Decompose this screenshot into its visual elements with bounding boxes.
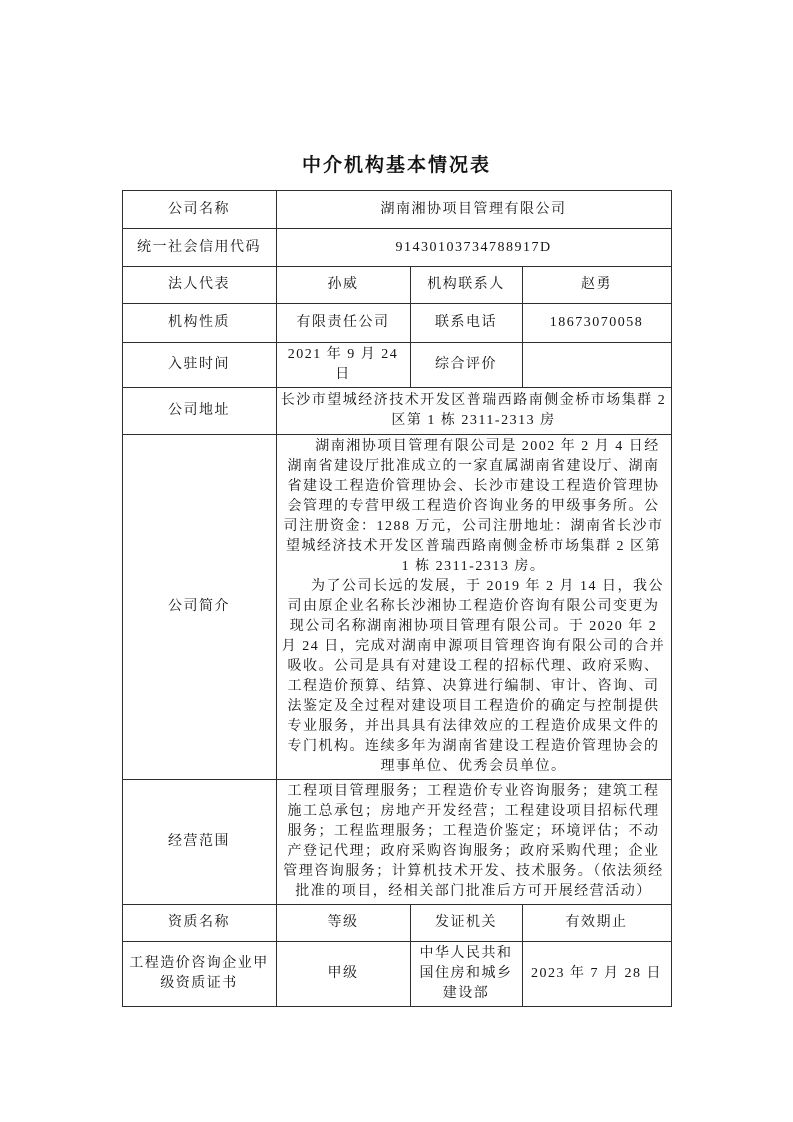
profile-text	[276, 435, 671, 780]
company-name-label: 公司名称	[122, 191, 276, 229]
page-title: 中介机构基本情况表	[301, 155, 491, 176]
qual-expiry-value: 2023 年 7 月 28 日	[522, 942, 671, 1007]
qual-expiry-header: 有效期止	[522, 905, 671, 942]
phone-value: 18673070058	[522, 304, 671, 343]
qualification-row	[122, 942, 671, 1007]
qual-level-value: 甲级	[276, 942, 410, 1007]
legal-rep-value: 孙威	[276, 267, 410, 304]
evaluation-value	[522, 343, 671, 388]
qual-authority-header: 发证机关	[410, 905, 522, 942]
address-value: 长沙市望城经济技术开发区普瑞西路南侧金桥市场集群 2 区第 1 栋 2311-2313 房	[276, 388, 671, 435]
contact-person-value: 赵勇	[522, 267, 671, 304]
qual-level-header: 等级	[276, 905, 410, 942]
qual-name-header: 资质名称	[122, 905, 276, 942]
address-row	[122, 388, 671, 435]
scope-text	[276, 780, 671, 905]
legal-rep-label: 法人代表	[122, 267, 276, 304]
qual-authority-value: 中华人民共和国住房和城乡建设部	[410, 942, 522, 1007]
profile-row	[122, 435, 671, 780]
contact-person-label: 机构联系人	[410, 267, 522, 304]
entry-date-row	[122, 343, 671, 388]
profile-label: 公司简介	[122, 435, 276, 780]
qual-name-value: 工程造价咨询企业甲级资质证书	[122, 942, 276, 1007]
basic-info-table	[122, 190, 672, 1007]
phone-label: 联系电话	[410, 304, 522, 343]
scope-paragraph: 工程项目管理服务；工程造价专业咨询服务；建筑工程施工总承包；房地产开发经营；工程建设项目招标代理服务；工程监理服务；工程造价鉴定；环境评估；不动产登记代理；政府采购咨询服务；政府采购代理；企业管理咨询服务；计算机技术开发、技术服务。（依法须经批准的项目，经相关部门批准后方可开展经营活动）	[283, 784, 664, 899]
entry-date-label: 入驻时间	[122, 343, 276, 388]
org-nature-value: 有限责任公司	[276, 304, 410, 343]
legal-rep-row	[122, 267, 671, 304]
org-nature-label: 机构性质	[122, 304, 276, 343]
credit-code-label: 统一社会信用代码	[122, 229, 276, 267]
credit-code-value: 91430103734788917D	[276, 229, 671, 267]
profile-paragraph-1: 湖南湘协项目管理有限公司是 2002 年 2 月 4 日经湖南省建设厅批准成立的一家直属湖南省建设厅、湖南省建设工程造价管理协会、长沙市建设工程造价管理协会管理的专营甲级工程造价咨询业务的甲级事务所。公司注册资金：1288 万元，公司注册地址：湖南省长沙市望城经济技术开发区普瑞西路南侧金桥市场集群 2 区第 1 栋 2311-2313 房。	[283, 439, 664, 574]
scope-row	[122, 780, 671, 905]
company-name-row	[122, 191, 671, 229]
scope-label: 经营范围	[122, 780, 276, 905]
address-label: 公司地址	[122, 388, 276, 435]
credit-code-row	[122, 229, 671, 267]
company-name-value: 湖南湘协项目管理有限公司	[276, 191, 671, 229]
org-nature-row	[122, 304, 671, 343]
qualification-header-row	[122, 905, 671, 942]
evaluation-label: 综合评价	[410, 343, 522, 388]
entry-date-value: 2021 年 9 月 24 日	[276, 343, 410, 388]
profile-paragraph-2: 为了公司长远的发展，于 2019 年 2 月 14 日，我公司由原企业名称长沙湘协工程造价咨询有限公司变更为现公司名称湖南湘协项目管理有限公司。于 2020 年 2 月 24 日，完成对湖南申源项目管理咨询有限公司的合并吸收。公司是具有对建设工程的招标代理、政府采购、工程造价预算、结算、决算进行编制、审计、咨询、司法鉴定及全过程对建设项目工程造价的确定与控制提供专业服务，并出具具有法律效应的工程造价成果文件的专门机构。连续多年为湖南省建设工程造价管理协会的理事单位、优秀会员单位。	[281, 579, 666, 774]
